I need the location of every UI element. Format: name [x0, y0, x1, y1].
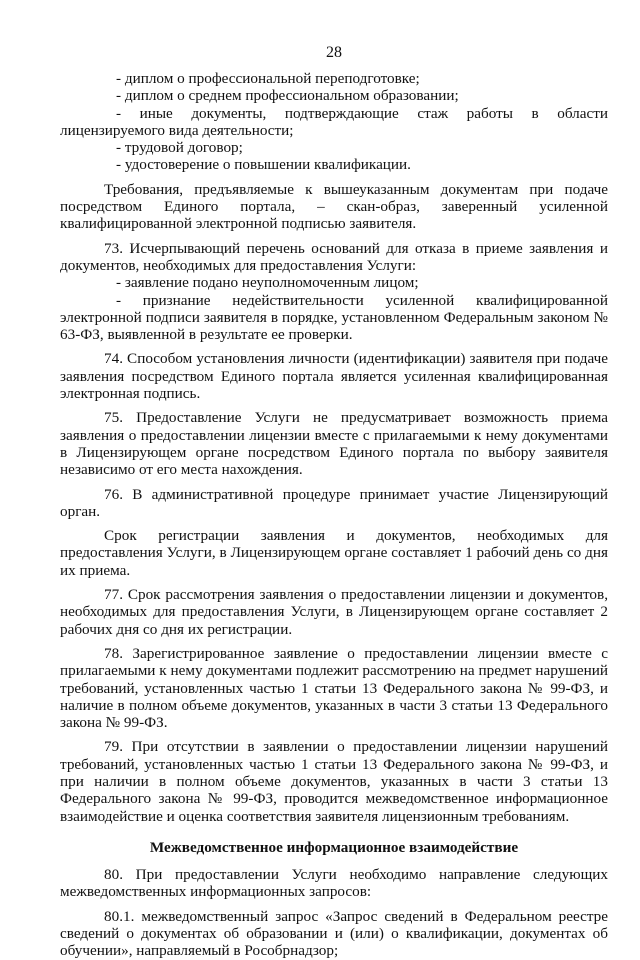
list-item: - удостоверение о повышении квалификации. — [116, 156, 411, 174]
paragraph: Срок регистрации заявления и документов, необходимых для предоставления Услуги, в Лицензирующем органе составляет 1 рабочий день со дня их приема. — [60, 527, 608, 579]
paragraph-76: 76. В административной процедуре принимает участие Лицензирующий орган. — [60, 485, 608, 520]
list-item: - иные документы, подтверждающие стаж работы в области лицензируемого вида деятельности; — [60, 104, 608, 139]
paragraph-79: 79. При отсутствии в заявлении о предоставлении лицензии нарушений требований, установленных частью 1 статьи 13 Федерального закона № 99-ФЗ, и при наличии в полном объеме документов, указанных в части 3 статьи 13 Федерального закона № 99-ФЗ, проводится межведомственное информационное взаимодействие и оценка соответствия заявителя лицензионным требованиям. — [60, 738, 608, 825]
list-item: - заявление подано неуполномоченным лицом; — [116, 274, 419, 292]
document-page — [60, 44, 608, 960]
paragraph-80: 80. При предоставлении Услуги необходимо направление следующих межведомственных информационных запросов: — [60, 866, 608, 901]
paragraph-78: 78. Зарегистрированное заявление о предоставлении лицензии вместе с прилагаемыми к нему документами подлежит рассмотрению на предмет нарушений требований, установленных частью 1 статьи 13 Федерального закона № 99-ФЗ, и наличие в полном объеме документов, указанных в части 3 статьи 13 Федерального закона № 99-ФЗ. — [60, 644, 608, 732]
section-heading: Межведомственное информационное взаимодействие — [149, 838, 519, 856]
paragraph-75: 75. Предоставление Услуги не предусматривает возможность приема заявления о предоставлении лицензии вместе с прилагаемыми к нему документами в Лицензирующем органе посредством Единого портала по выбору заявителя независимо от его места нахождения. — [60, 409, 608, 479]
paragraph-77: 77. Срок рассмотрения заявления о предоставлении лицензии и документов, необходимых для предоставления Услуги, в Лицензирующем органе составляет 2 рабочих дня со дня их регистрации. — [60, 586, 608, 638]
page-number: 28 — [326, 44, 342, 61]
paragraph: Требования, предъявляемые к вышеуказанным документам при подаче посредством Единого портала, – скан-образ, заверенный усиленной квалифицированной электронной подписью заявителя. — [60, 180, 608, 233]
paragraph-74: 74. Способом установления личности (идентификации) заявителя при подаче заявления посредством Единого портала является усиленная квалифицированная электронная подпись. — [60, 350, 608, 403]
paragraph-80-1: 80.1. межведомственный запрос «Запрос сведений в Федеральном реестре сведений о документах об образовании и (или) о квалификации, документах об обучении», направляемый в Рособрнадзор; — [60, 907, 608, 960]
list-item: - признание недействительности усиленной квалифицированной электронной подписи заявителя в порядке, установленном Федеральным законом № 63-ФЗ, выявленной в результате ее проверки. — [60, 291, 608, 344]
list-item: - диплом о среднем профессиональном образовании; — [116, 87, 459, 105]
paragraph-73: 73. Исчерпывающий перечень оснований для отказа в приеме заявления и документов, необходимых для предоставления Услуги: — [60, 239, 608, 274]
list-item: - трудовой договор; — [116, 139, 243, 157]
list-item: - диплом о профессиональной переподготовке; — [116, 70, 420, 87]
